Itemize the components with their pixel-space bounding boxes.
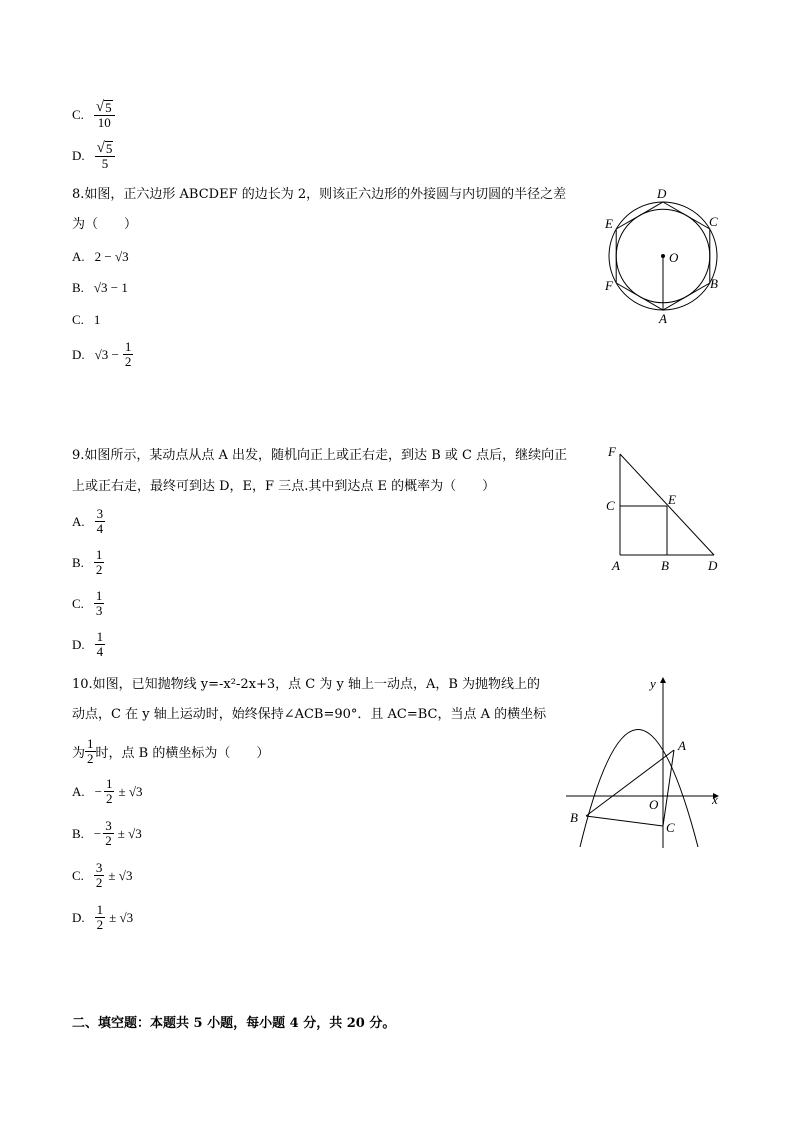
fraction: √ 5 5: [95, 141, 116, 171]
q9-option-c: C. $\frac{1}{3}$: [72, 588, 103, 618]
fraction: $\frac{1}{2}$: [105, 776, 113, 806]
q10-stem-line3: 为 $\frac{1}{2}$ 时，点 B 的横坐标为（ ）: [72, 736, 270, 766]
label-c: C: [606, 498, 615, 513]
label-o: O: [649, 797, 659, 812]
label-c: C: [709, 214, 718, 229]
option-label: C.: [72, 107, 84, 122]
fraction: $\frac{3}{2}$: [105, 818, 112, 848]
option-text: 2 − √3: [94, 249, 129, 264]
q7-option-c: [72, 100, 115, 130]
fraction: $\frac{1}{3}$: [95, 588, 103, 618]
q8-option-d: D. √3 − $\frac{1}{2}$: [72, 339, 132, 369]
q7-option-d: [72, 141, 115, 171]
label-b: B: [710, 276, 718, 291]
fraction: $\frac{3}{2}$: [95, 860, 103, 890]
label-d: D: [708, 558, 718, 573]
q8-stem-line2: 为（ ）: [72, 217, 138, 232]
fraction: $\frac{3}{4}$: [96, 506, 104, 536]
fraction: $\frac{1}{2}$: [95, 547, 103, 577]
fraction: $\frac{1}{4}$: [96, 629, 104, 659]
q10-option-d: D. $\frac{1}{2}$ ± √3: [72, 902, 134, 932]
label-c: C: [666, 820, 675, 835]
q8-option-c: C. 1: [72, 312, 101, 327]
label-a: A: [659, 311, 667, 325]
label-f: F: [608, 444, 616, 459]
q8-option-b: B. √3 − 1: [72, 280, 128, 295]
label-f: F: [605, 278, 613, 293]
label-o: O: [669, 250, 679, 265]
fraction: $\frac{1}{2}$: [87, 736, 94, 766]
q10-option-c: C. $\frac{3}{2}$ ± √3: [72, 860, 133, 890]
section-heading-fill-in: 二、填空题：本题共 5 小题，每小题 4 分，共 20 分。: [72, 1016, 396, 1031]
option-label: D.: [72, 148, 85, 163]
q9-option-b: B. $\frac{1}{2}$: [72, 547, 103, 577]
option-text: 1: [93, 312, 101, 327]
label-b: B: [661, 558, 669, 573]
q9-option-d: D. $\frac{1}{4}$: [72, 629, 104, 659]
fraction: $\frac{1}{2}$: [124, 339, 132, 369]
q8-option-a: A. 2 − √3: [72, 249, 129, 264]
option-text: √3 − 1: [93, 280, 128, 295]
q9-stem-line2: 上或正右走，最终可到达 D，E，F 三点.其中到达点 E 的概率为（ ）: [72, 479, 496, 494]
center-point: [661, 254, 665, 258]
q10-stem-line2: 动点，C 在 y 轴上运动时，始终保持∠ACB=90°．且 AC=BC，当点 A 的横坐标: [72, 707, 547, 722]
q10-option-a: A. − $\frac{1}{2}$ ± √3: [72, 776, 143, 806]
fraction: √ 5 10: [94, 100, 115, 130]
label-d: D: [657, 186, 667, 201]
segment-bc: [586, 816, 663, 826]
q10-stem-line1: 10.如图，已知抛物线 y=-x²-2x+3，点 C 为 y 轴上一动点，A，B 为抛物线上的: [72, 677, 541, 692]
q10-option-b: B. − $\frac{3}{2}$ ± √3: [72, 818, 142, 848]
q10-parabola-figure: [562, 672, 732, 852]
label-e: E: [668, 492, 676, 507]
fraction: $\frac{1}{2}$: [96, 902, 104, 932]
label-e: E: [605, 216, 613, 231]
q8-stem-line1: 8.如图，正六边形 ABCDEF 的边长为 2，则该正六边形的外接圆与内切圆的半径之差: [72, 187, 567, 202]
label-y: y: [650, 676, 656, 691]
q9-option-a: A. $\frac{3}{4}$: [72, 506, 104, 536]
q9-grid-figure: [600, 444, 730, 579]
q8-hexagon-figure: [598, 180, 733, 325]
label-x: x: [712, 792, 718, 807]
q9-stem-line1: 9.如图所示，某动点从点 A 出发，随机向正上或正右走，到达 B 或 C 点后，继续向正: [72, 448, 568, 463]
label-a: A: [612, 558, 620, 573]
label-b: B: [570, 810, 578, 825]
label-a: A: [678, 738, 686, 753]
segment-ab: [586, 750, 674, 816]
